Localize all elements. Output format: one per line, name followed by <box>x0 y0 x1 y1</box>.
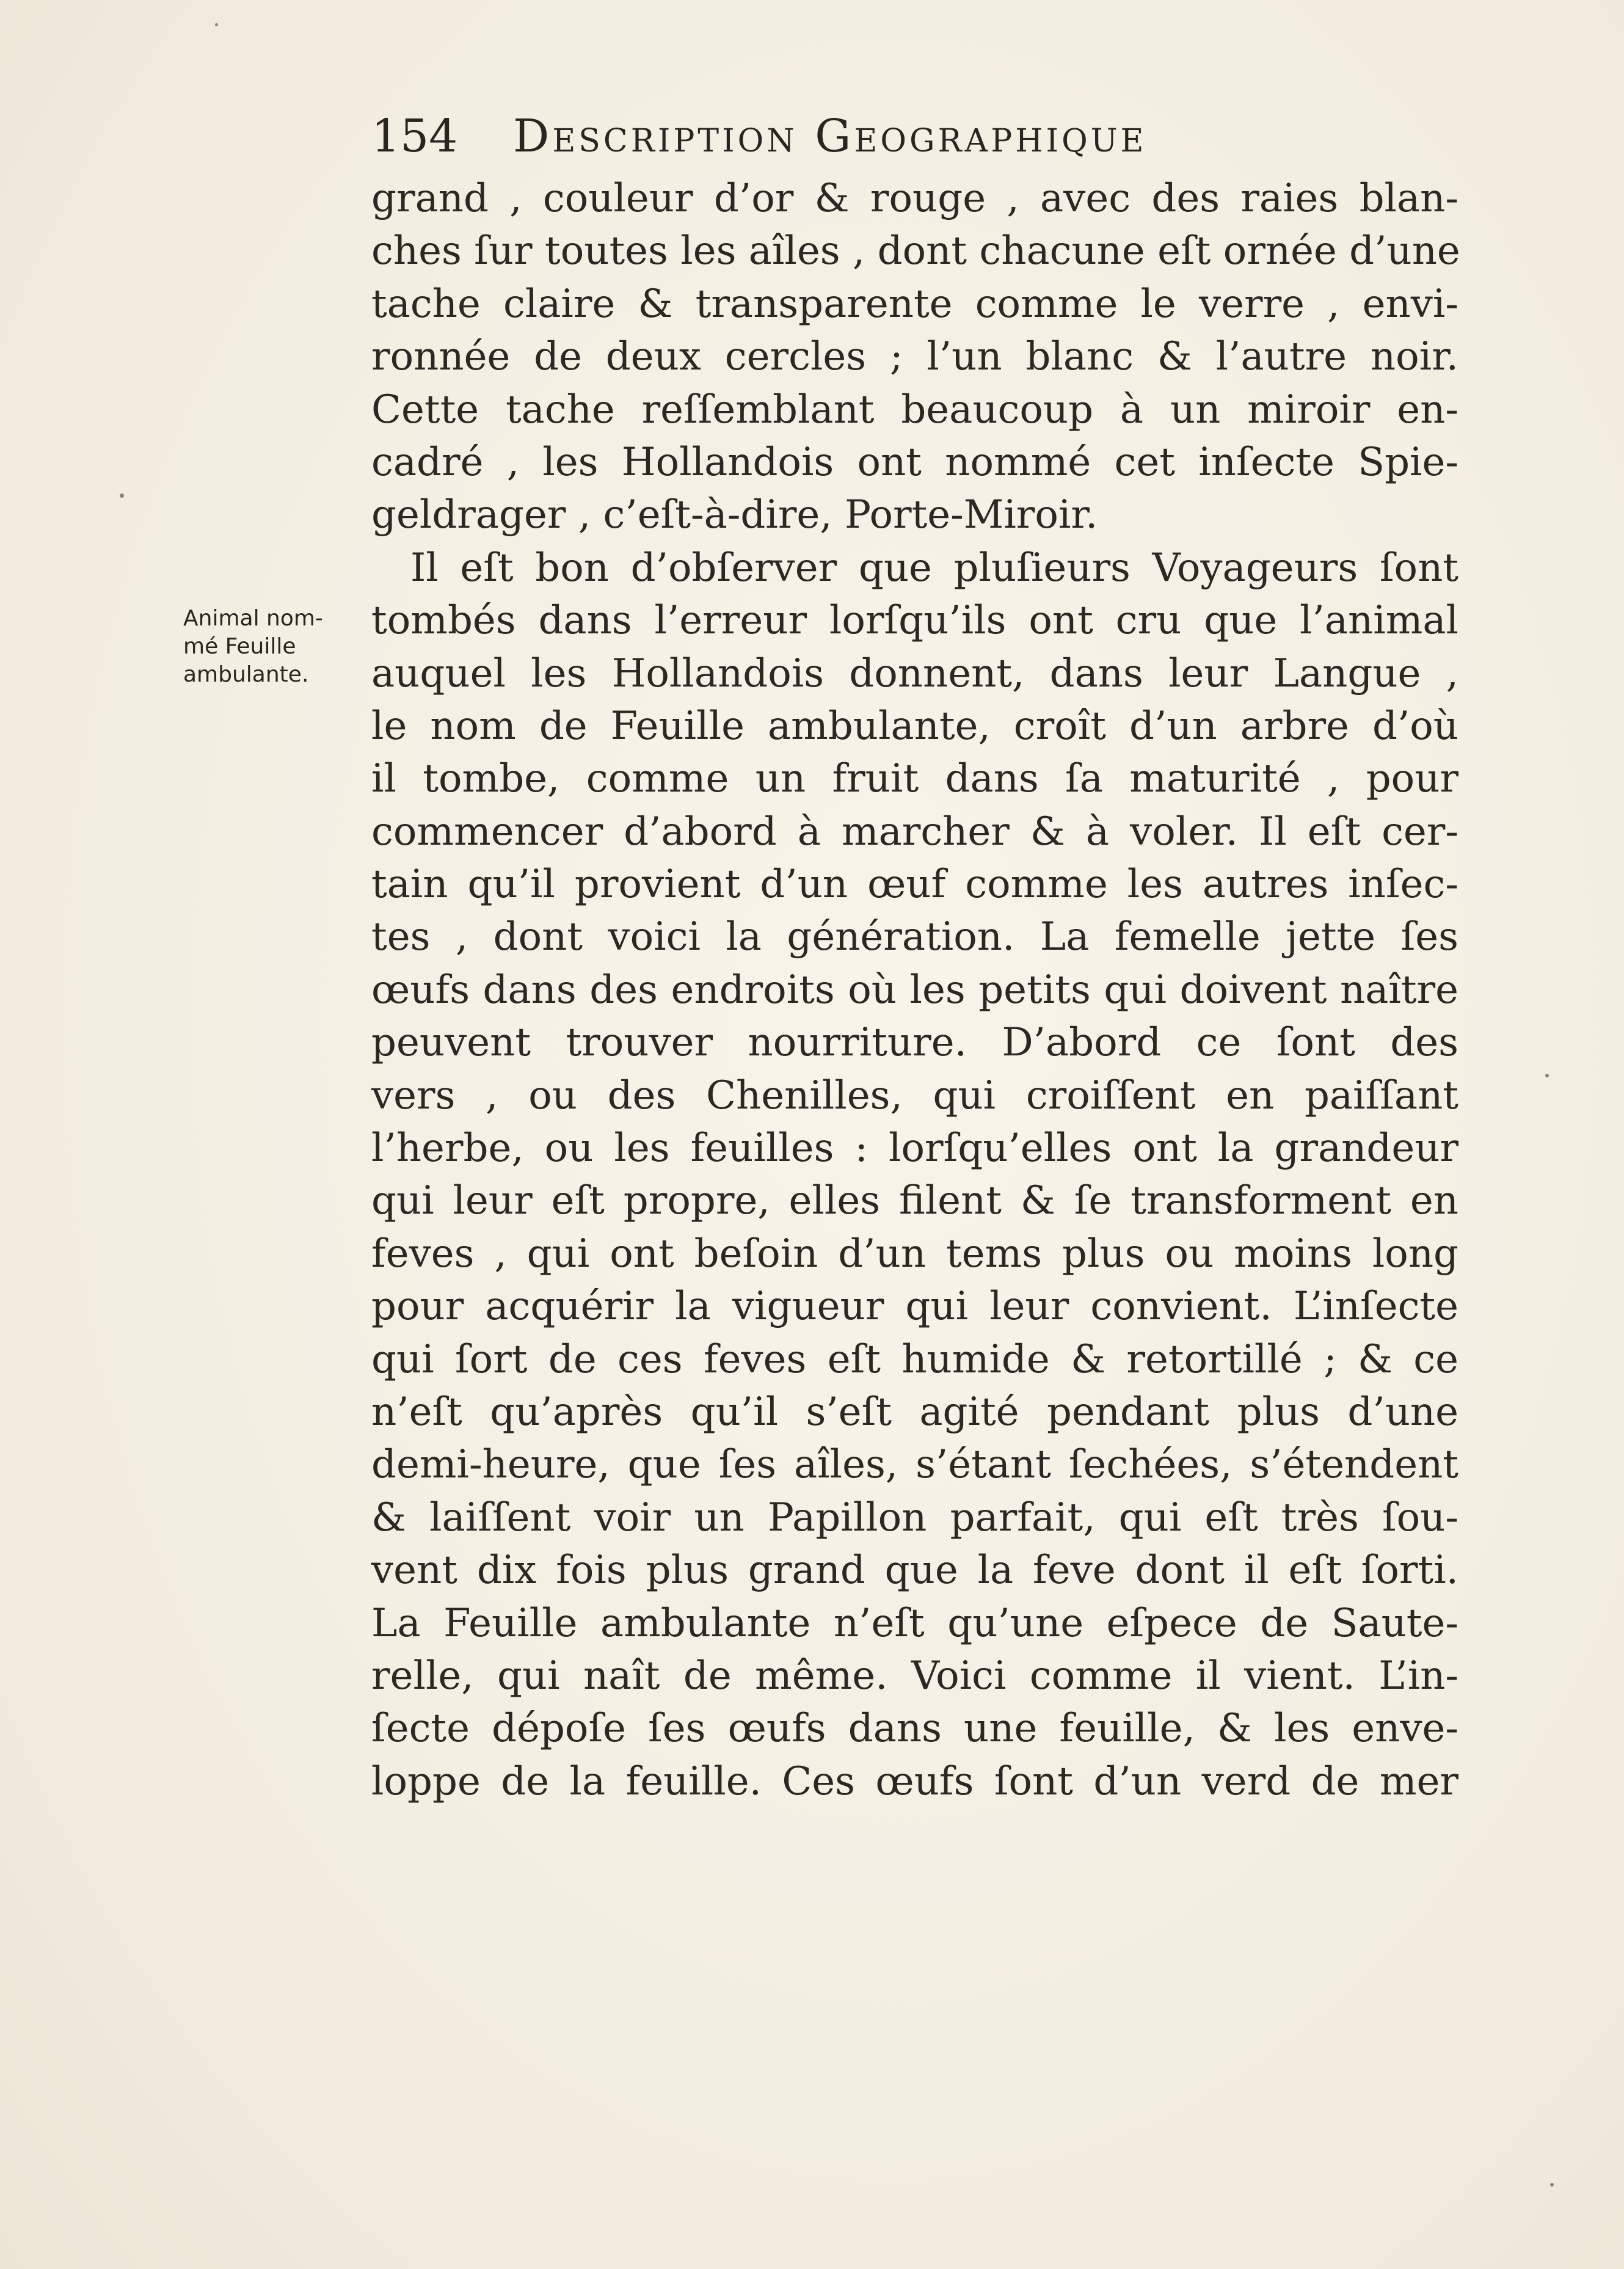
text-line: n’eſt qu’après qu’il s’eſt agité pendant plus d’une <box>371 1389 1458 1435</box>
page-number: 154 <box>371 110 458 162</box>
text-line: feves , qui ont beſoin d’un tems plus ou moins long <box>371 1231 1458 1277</box>
text-line: tain qu’il provient d’un œuf comme les autres inſec- <box>371 862 1458 908</box>
bottom-speck <box>1550 2183 1554 2187</box>
text-line: demi-heure, que ſes aîles, s’étant ſechées, s’étendent <box>371 1442 1458 1488</box>
paragraph-start-line: Il eſt bon d’obſerver que pluſieurs Voyageurs ſont <box>410 545 1458 591</box>
text-line: loppe de la feuille. Ces œufs ſont d’un verd de mer <box>371 1758 1458 1804</box>
text-line: qui ſort de ces feves eſt humide & retortillé ; & ce <box>371 1336 1458 1382</box>
text-line: geldrager , c’eſt-à-dire, Porte-Miroir. <box>371 492 1098 538</box>
margin-speck <box>1545 1074 1549 1077</box>
text-line: tes , dont voici la génération. La femelle jette ſes <box>371 914 1458 960</box>
text-line: tombés dans l’erreur lorſqu’ils ont cru que l’animal <box>371 598 1458 644</box>
text-line: peuvent trouver nourriture. D’abord ce ſont des <box>371 1020 1458 1066</box>
text-line: qui leur eſt propre, elles filent & ſe transforment en <box>371 1178 1458 1224</box>
text-line: relle, qui naît de même. Voici comme il vient. L’in- <box>371 1653 1458 1699</box>
margin-note-line: Animal nom- <box>183 606 323 631</box>
corner-speck <box>215 23 218 26</box>
text-line: commencer d’abord à marcher & à voler. Il eſt cer- <box>371 809 1458 854</box>
text-line: & laiſſent voir un Papillon parfait, qui eſt très ſou- <box>371 1495 1458 1540</box>
text-line: il tombe, comme un fruit dans ſa maturité , pour <box>371 756 1458 802</box>
text-line: grand , couleur d’or & rouge , avec des raies blan- <box>371 176 1458 221</box>
margin-speck <box>120 493 124 498</box>
text-line: tache claire & transparente comme le verre , envi- <box>371 281 1458 327</box>
margin-note-line: mé Feuille <box>183 634 296 659</box>
text-line: La Feuille ambulante n’eſt qu’une eſpece de Saute- <box>371 1600 1458 1646</box>
page-header <box>371 103 1446 170</box>
text-line: ches ſur toutes les aîles , dont chacune eſt ornée d’une <box>371 228 1460 274</box>
text-line: œufs dans des endroits où les petits qui doivent naître <box>371 967 1458 1013</box>
text-line: le nom de Feuille ambulante, croît d’un arbre d’où <box>371 703 1458 749</box>
body-text <box>371 172 1458 1808</box>
text-line: ronnée de deux cercles ; l’un blanc & l’autre noir. <box>371 334 1458 380</box>
margin-note-line: ambulante. <box>183 662 309 687</box>
text-line: cadré , les Hollandois ont nommé cet inſecte Spie- <box>371 439 1458 485</box>
text-line: vent dix fois plus grand que la feve dont il eſt ſorti. <box>371 1548 1458 1593</box>
text-line: auquel les Hollandois donnent, dans leur Langue , <box>371 650 1458 696</box>
text-line: ſecte dépoſe ſes œufs dans une feuille, & les enve- <box>371 1706 1458 1752</box>
text-line: l’herbe, ou les feuilles : lorſqu’elles ont la grandeur <box>371 1126 1458 1171</box>
text-line: pour acquérir la vigueur qui leur convient. L’inſecte <box>371 1284 1458 1330</box>
margin-note <box>183 605 379 689</box>
text-line: vers , ou des Chenilles, qui croiſſent en paiſſant <box>371 1073 1458 1118</box>
text-line: Cette tache reſſemblant beaucoup à un miroir en- <box>371 387 1458 432</box>
running-title: Description Geographique <box>513 110 1147 162</box>
